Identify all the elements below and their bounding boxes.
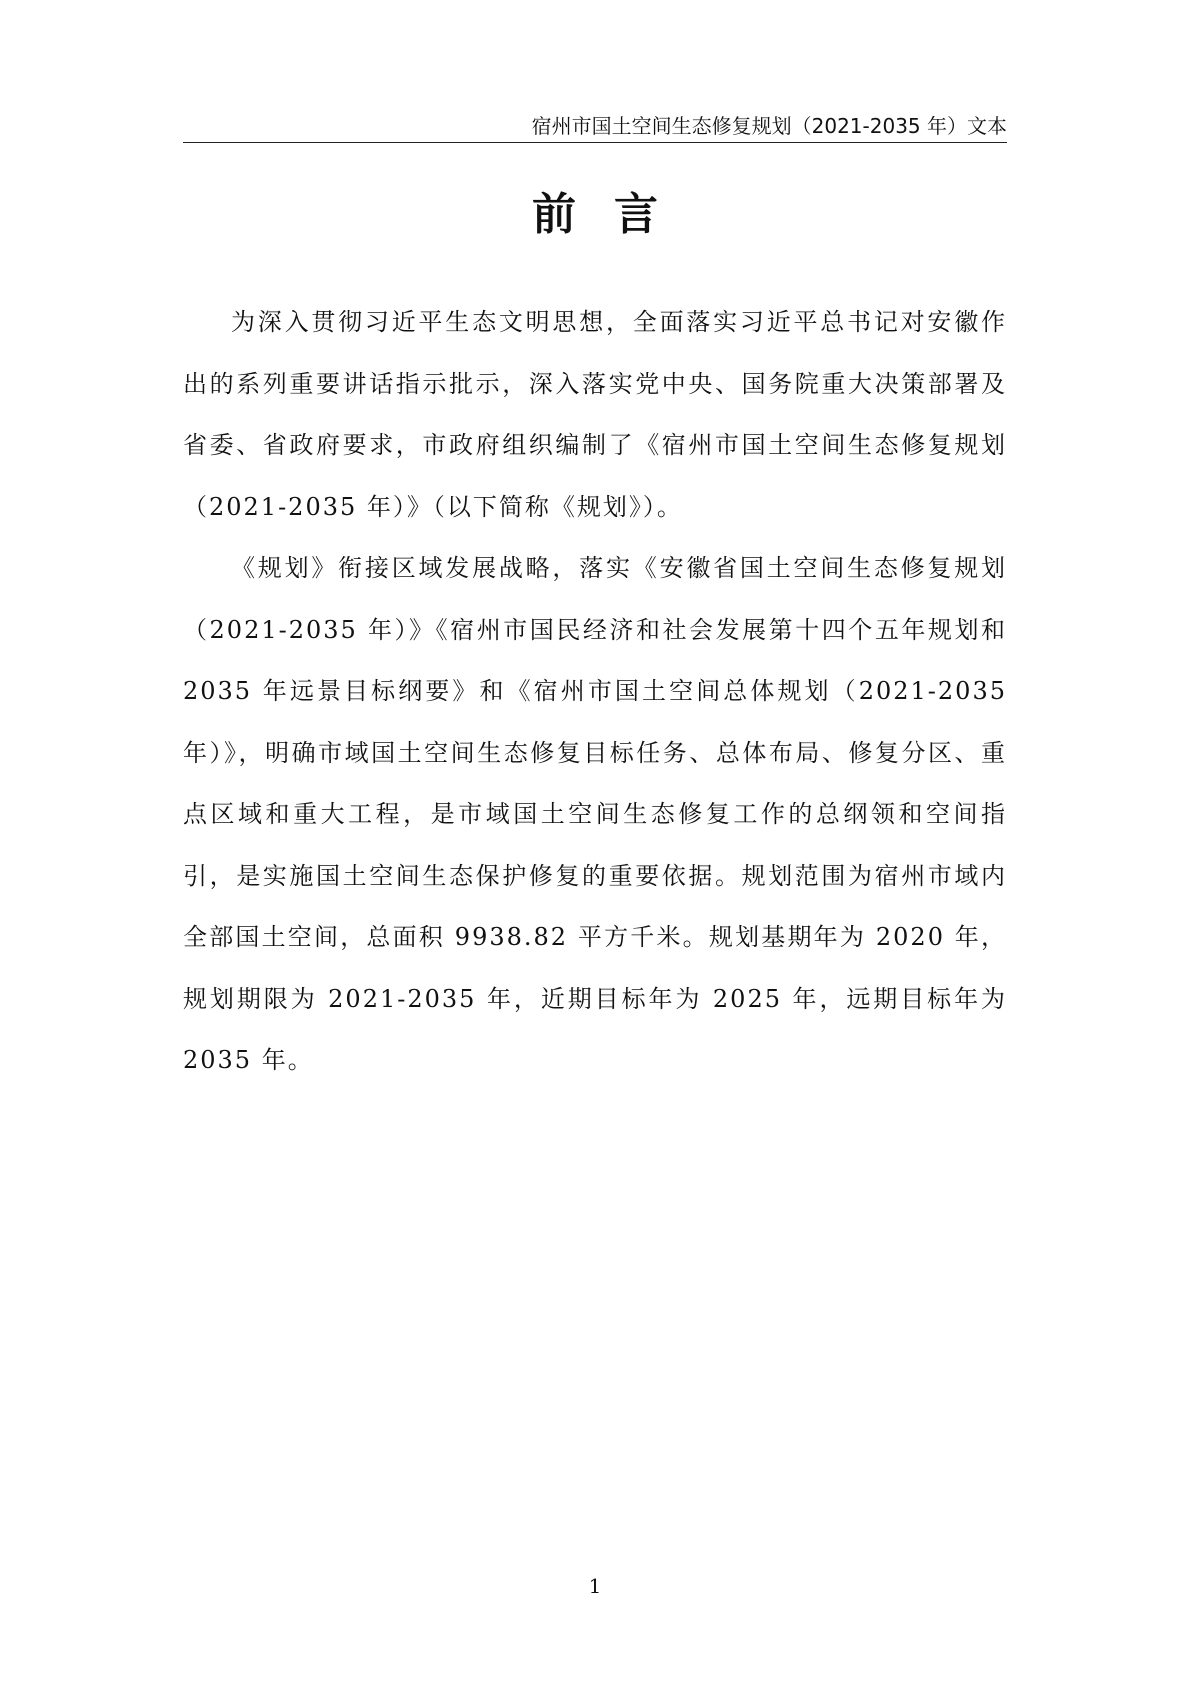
header-divider bbox=[183, 142, 1007, 143]
body-text bbox=[183, 292, 1007, 1092]
page-number: 1 bbox=[588, 1574, 602, 1598]
page-title: 前言 bbox=[532, 189, 696, 240]
running-header: 宿州市国土空间生态修复规划（2021-2035 年）文本 bbox=[531, 114, 1007, 138]
paragraph: 《规划》衔接区域发展战略，落实《安徽省国土空间生态修复规划（2021-2035 年）》《宿州市国民经济和社会发展第十四个五年规划和 2035 年远景目标纲要》和《宿州市国土空间总体规划（2021-2035 年）》，明确市域国土空间生态修复目标任务、总体布局、修复分区、重点区域和重大工程，是市域国土空间生态修复工作的总纲领和空间指引，是实施国土空间生态保护修复的重要依据。规划范围为宿州市域内全部国土空间，总面积 9938.82 平方千米。规划基期年为 2020 年，规划期限为 2021-2035 年，近期目标年为 2025 年，远期目标年为 2035 年。 bbox=[183, 554, 1007, 1074]
paragraph: 为深入贯彻习近平生态文明思想，全面落实习近平总书记对安徽作出的系列重要讲话指示批示，深入落实党中央、国务院重大决策部署及省委、省政府要求，市政府组织编制了《宿州市国土空间生态修复规划（2021-2035 年）》（以下简称《规划》）。 bbox=[183, 308, 1007, 521]
